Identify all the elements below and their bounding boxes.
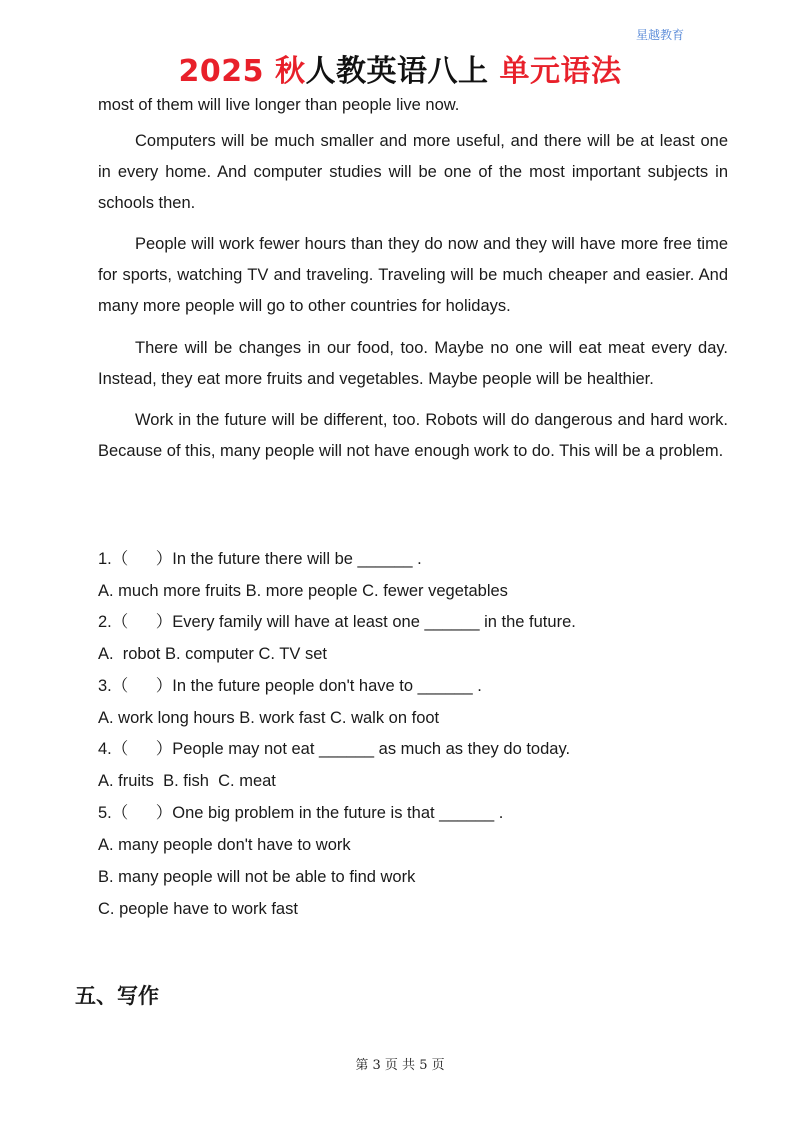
passage-paragraph: There will be changes in our food, too. Maybe no one will eat meat every day. Instead, they eat more fruits and vegetables. Maybe people will be healthier.	[98, 339, 728, 388]
question-options: A. much more fruits B. more people C. fewer vegetables	[98, 582, 508, 600]
question-option: B. many people will not be able to find work	[98, 868, 416, 886]
document-title	[0, 46, 800, 90]
question-stem: 2.（ ）Every family will have at least one ______ in the future.	[98, 613, 576, 631]
question-option: A. many people don't have to work	[98, 836, 351, 854]
passage-paragraph: People will work fewer hours than they do now and they will have more free time for sports, watching TV and traveling. Traveling will be much cheaper and easier. And many more people will go to other countries for holidays.	[98, 235, 728, 315]
passage-paragraph: most of them will live longer than people live now.	[98, 96, 460, 114]
question-stem: 4.（ ）People may not eat ______ as much as they do today.	[98, 740, 571, 758]
question-stem: 3.（ ）In the future people don't have to ______ .	[98, 677, 482, 695]
title-topic: 单元语法	[499, 54, 622, 89]
page-footer: 第 3 页 共 5 页	[355, 1058, 445, 1073]
header-brand: 星越教育	[636, 28, 685, 42]
section-title: 五、写作	[75, 984, 159, 1008]
passage-paragraph: Work in the future will be different, too. Robots will do dangerous and hard work. Because of this, many people will not have enough work to do. This will be a problem.	[98, 411, 728, 460]
question-options: A. work long hours B. work fast C. walk on foot	[98, 709, 440, 727]
question-stem: 1.（ ）In the future there will be ______ .	[98, 550, 422, 568]
passage-paragraph: Computers will be much smaller and more useful, and there will be at least one in every home. And computer studies will be one of the most important subjects in schools then.	[98, 132, 728, 212]
title-year: 2025 秋	[178, 54, 306, 89]
question-option: C. people have to work fast	[98, 900, 298, 918]
title-course: 人教英语八上	[305, 54, 489, 89]
question-stem: 5.（ ）One big problem in the future is that ______ .	[98, 804, 504, 822]
question-options: A. robot B. computer C. TV set	[98, 645, 327, 663]
question-options: A. fruits B. fish C. meat	[98, 772, 276, 790]
